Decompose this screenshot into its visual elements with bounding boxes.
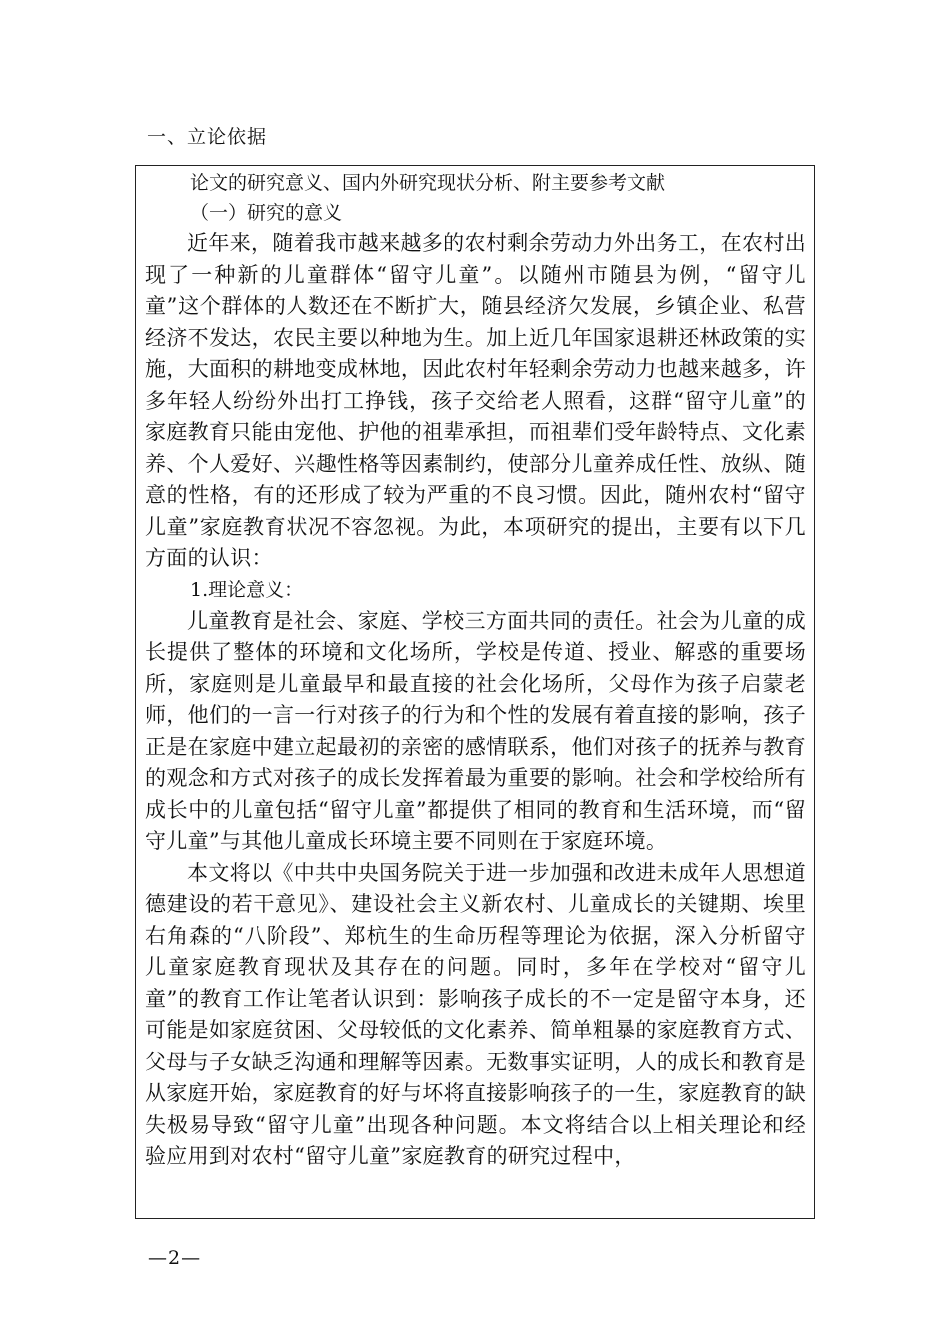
section-heading: 一、立论依据 <box>147 126 268 148</box>
subheading-research-significance: （一）研究的意义 <box>190 202 343 224</box>
paragraph-child-education: 儿童教育是社会、家庭、学校三方面共同的责任。社会为儿童的成长提供了整体的环境和文化场所，学校是传道、授业、解惑的重要场所，家庭则是儿童最早和最直接的社会化场所，父母作为孩子启蒙老师，他们的一言一行对孩子的行为和个性的发展有着直接的影响，孩子正是在家庭中建立起最初的亲密的感情联系，他们对孩子的抚养与教育的观念和方式对孩子的成长发挥着最为重要的影响。社会和学校给所有成长中的儿童包括“留守儿童”都提供了相同的教育和生活环境，而“留守儿童”与其他儿童成长环境主要不同则在于家庭环境。 <box>145 608 806 853</box>
box-title: 论文的研究意义、国内外研究现状分析、附主要参考文献 <box>190 172 666 194</box>
item-theoretical-significance: 1.理论意义： <box>190 578 304 601</box>
page-number: —2— <box>148 1247 202 1269</box>
paragraph-theory-basis: 本文将以《中共中央国务院关于进一步加强和改进未成年人思想道德建设的若干意见》、建设社会主义新农村、儿童成长的关键期、埃里右角森的“八阶段”、郑杭生的生命历程等理论为依据，深入分析留守儿童家庭教育现状及其存在的问题。同时，多年在学校对“留守儿童”的教育工作让笔者认识到：影响孩子成长的不一定是留守本身，还可能是如家庭贫困、父母较低的文化素养、简单粗暴的家庭教育方式、父母与子女缺乏沟通和理解等因素。无数事实证明，人的成长和教育是从家庭开始，家庭教育的好与坏将直接影响孩子的一生，家庭教育的缺失极易导致“留守儿童”出现各种问题。本文将结合以上相关理论和经验应用到对农村“留守儿童”家庭教育的研究过程中， <box>145 860 806 1168</box>
paragraph-background: 近年来，随着我市越来越多的农村剩余劳动力外出务工，在农村出现了一种新的儿童群体“留守儿童”。以随州市随县为例，“留守儿童”这个群体的人数还在不断扩大，随县经济欠发展，乡镇企业、私营经济不发达，农民主要以种地为生。加上近几年国家退耕还林政策的实施，大面积的耕地变成林地，因此农村年轻剩余劳动力也越来越多，许多年轻人纷纷外出打工挣钱，孩子交给老人照看，这群“留守儿童”的家庭教育只能由宠他、护他的祖辈承担，而祖辈们受年龄特点、文化素养、个人爱好、兴趣性格等因素制约，使部分儿童养成任性、放纵、随意的性格，有的还形成了较为严重的不良习惯。因此，随州农村“留守儿童”家庭教育状况不容忽视。为此，本项研究的提出，主要有以下几方面的认识： <box>145 231 806 570</box>
content-box <box>135 165 815 1219</box>
